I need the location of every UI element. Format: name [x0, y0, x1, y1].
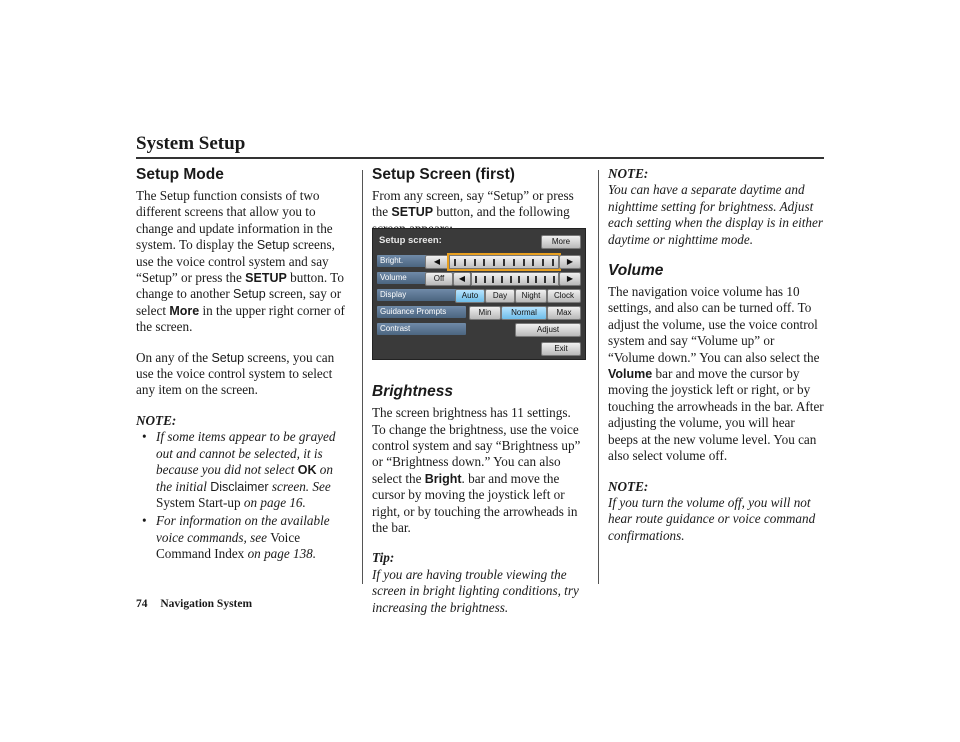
setup-mode-paragraph-1: The Setup function consists of two different screens that allow you to change and update information in the system. To display the Setup screens, use the voice control system and say “Setup” or press the SETUP button. To change to another Setup screen, say or select More in the upper right corner of the screen.: [136, 188, 345, 335]
setup-screen-title: Setup screen:: [379, 235, 442, 246]
title-rule: [136, 157, 824, 159]
brightness-bar[interactable]: [449, 255, 559, 269]
column-setup-mode: [136, 166, 352, 565]
note1-label: NOTE:: [608, 166, 649, 181]
display-label: Display: [377, 289, 466, 301]
note1-text: You can have a separate daytime and nighttime setting for brightness. Adjust each setting when the display is in either daytime or nighttime mode.: [608, 182, 823, 247]
volume-bar[interactable]: [471, 272, 559, 286]
bright-left-arrow[interactable]: ◀: [425, 255, 449, 269]
display-night-button[interactable]: Night: [515, 289, 547, 303]
note-item-grayed-out: • If some items appear to be grayed out and cannot be selected, it is because you did not select OK on the initial Disclaimer screen. See System Start-up on page 16.: [146, 429, 352, 511]
tip-text: If you are having trouble viewing the screen in bright lighting conditions, try increasing the brightness.: [372, 566, 579, 615]
guidance-prompts-label: Guidance Prompts: [377, 306, 466, 318]
volume-left-arrow[interactable]: ◀: [453, 272, 471, 286]
display-auto-button[interactable]: Auto: [455, 289, 485, 303]
column-divider-2: [598, 170, 599, 584]
more-button[interactable]: More: [541, 235, 581, 249]
guidance-min-button[interactable]: Min: [469, 306, 501, 320]
display-clock-button[interactable]: Clock: [547, 289, 581, 303]
page-title: System Setup: [136, 133, 246, 154]
note2-label: NOTE:: [608, 478, 649, 494]
heading-setup-screen: Setup Screen (first): [372, 166, 515, 183]
column-volume: [608, 166, 824, 558]
setup-screen-paragraph: From any screen, say “Setup” or press the SETUP button, and the following: [372, 188, 574, 220]
heading-volume: Volume: [608, 262, 664, 280]
display-day-button[interactable]: Day: [485, 289, 515, 303]
column-divider-1: [362, 170, 363, 584]
volume-label: Volume: [377, 272, 466, 284]
heading-setup-mode: Setup Mode: [136, 166, 224, 183]
note-list: [136, 429, 352, 562]
note-item-voice-commands: • For information on the available voice commands, see Voice Command Index on page 138.: [146, 513, 352, 562]
exit-button[interactable]: Exit: [541, 342, 581, 356]
volume-paragraph: The navigation voice volume has 10 settings, and also can be turned off. To adjust the volume, use the voice control system and say “Volume up” or “Volume down.” You can also select the Volume bar and move the cursor by moving the joystick left or right, or by touching the arrowheads in the bar. After adjusting the volume, you will hear beeps at the new volume level. You can also select volume off.: [608, 284, 824, 464]
contrast-adjust-button[interactable]: Adjust: [515, 323, 581, 337]
volume-off-button[interactable]: Off: [425, 272, 453, 286]
page-number: 74: [136, 598, 148, 610]
heading-brightness: Brightness: [372, 383, 453, 401]
setup-mode-paragraph-2: On any of the Setup screens, you can use the voice control system to select any item on the screen.: [136, 349, 335, 398]
note2-text: If you turn the volume off, you will not hear route guidance or voice command confirmations.: [608, 494, 816, 543]
guidance-max-button[interactable]: Max: [547, 306, 581, 320]
guidance-normal-button[interactable]: Normal: [501, 306, 547, 320]
page-footer: [136, 598, 252, 610]
setup-screen-image: [372, 228, 586, 360]
tip-label: Tip:: [372, 550, 395, 566]
bright-label: Bright.: [377, 255, 466, 267]
contrast-label: Contrast: [377, 323, 466, 335]
brightness-paragraph: The screen brightness has 11 settings. To change the brightness, use the voice control system and say “Brightness up” or “Brightness down.” You can also select the Bright. bar and move the cursor by moving the joystick left or right, or by touching the arrowheads in the bar.: [372, 405, 581, 536]
volume-right-arrow[interactable]: ▶: [559, 272, 581, 286]
footer-label: Navigation System: [160, 598, 253, 610]
note-label: NOTE:: [136, 412, 177, 428]
bright-right-arrow[interactable]: ▶: [559, 255, 581, 269]
